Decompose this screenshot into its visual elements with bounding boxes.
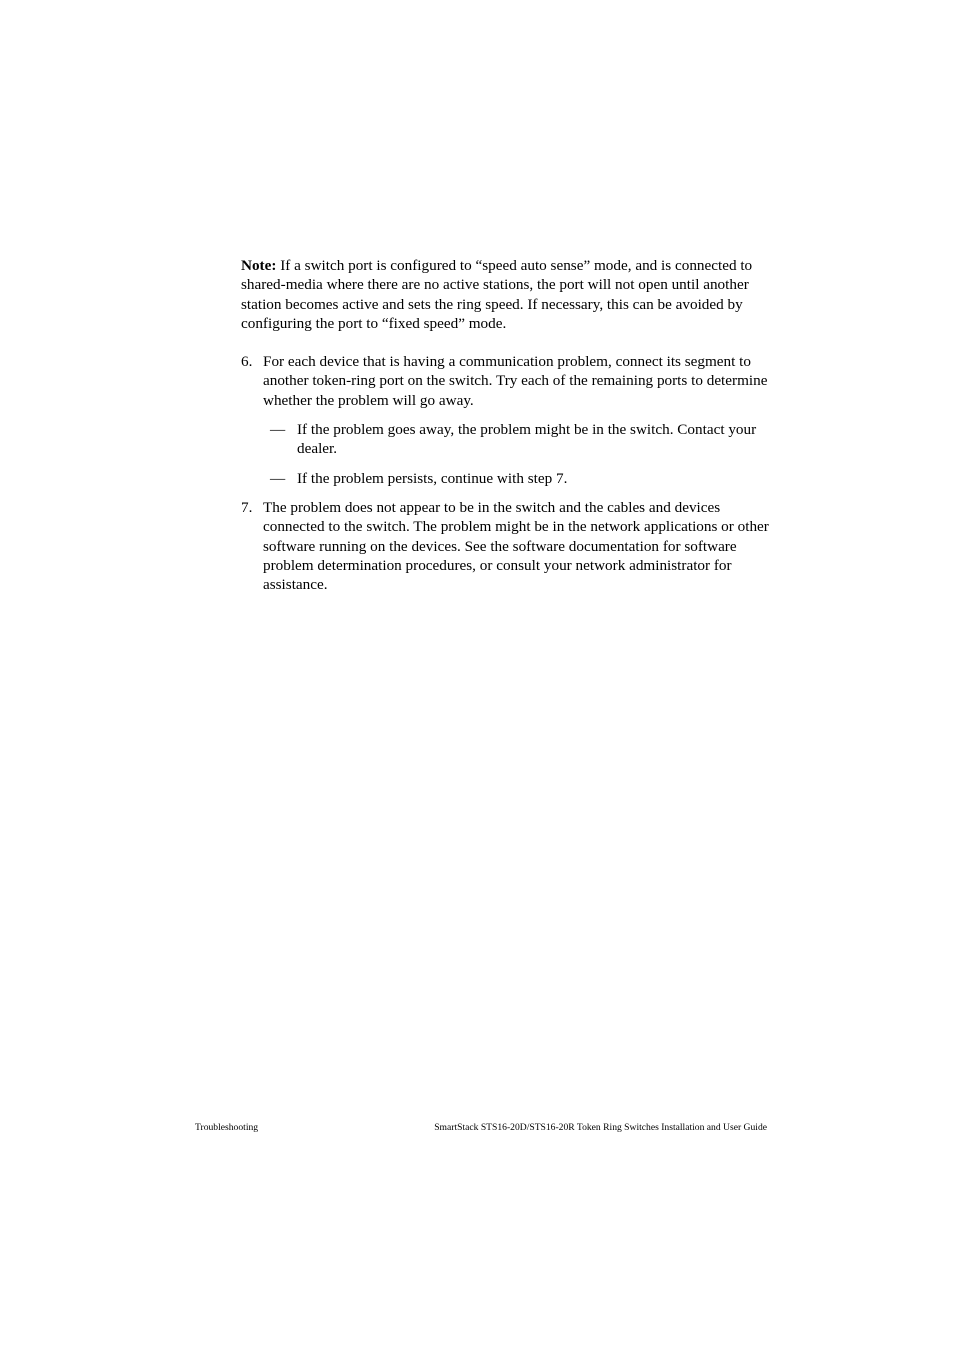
sub-item-text: If the problem goes away, the problem might be in the switch. Contact your dealer. — [297, 421, 757, 458]
dash-marker: — — [270, 469, 286, 487]
step-item — [241, 498, 771, 594]
step-item — [241, 352, 771, 410]
footer-document-title: SmartStack STS16-20D/STS16-20R Token Ring Switches Installation and User Guide — [434, 1122, 767, 1133]
step-number: 7. — [241, 498, 253, 516]
step-number: 6. — [241, 353, 253, 371]
sub-item — [241, 469, 771, 488]
sub-item-text: If the problem persists, continue with step 7. — [297, 469, 568, 487]
note-paragraph — [241, 256, 771, 333]
footer-section-title: Troubleshooting — [195, 1122, 259, 1133]
step-text: For each device that is having a communication problem, connect its segment to another token-ring port on the switch. Try each of the remaining ports to determine whether the problem will go away. — [263, 353, 768, 409]
sub-item — [241, 420, 771, 459]
main-content — [241, 256, 771, 604]
note-text: If a switch port is configured to “speed auto sense” mode, and is connected to shared-media where there are no active stations, the port will not open until another station becomes active and sets the ring speed. If necessary, this can be avoided by configuring the port to “fixed speed” mode. — [241, 257, 753, 332]
note-label: Note: — [241, 257, 277, 274]
dash-marker: — — [270, 421, 286, 439]
step-text: The problem does not appear to be in the switch and the cables and devices connected to the switch. The problem might be in the network applications or other software running on the devices. See the software documentation for software problem determination procedures, or consult your network administrator for assistance. — [263, 498, 769, 594]
